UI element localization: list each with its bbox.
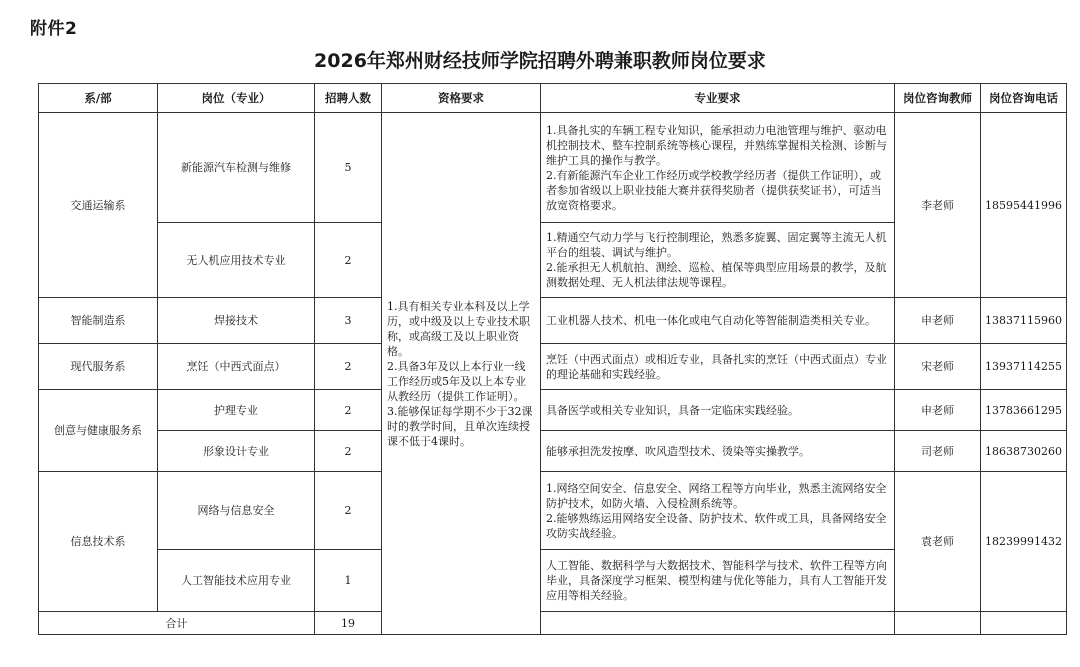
total-row bbox=[39, 612, 1067, 635]
requirement-cell bbox=[541, 431, 895, 472]
requirement-cell bbox=[541, 550, 895, 612]
teacher-cell: 申老师 bbox=[895, 298, 981, 344]
total-empty-phone bbox=[981, 612, 1067, 635]
qualification-text: 1.具有相关专业本科及以上学历，或中级及以上专业技术职称，或高级工及以上职业资格。 2.具备3年及以上本行业一线工作经历或5年及以上本专业从教经历（提供工作证明）。 3.能够保证每学期不少于32课时的教学时间，且单次连续授课不低于4课时。 bbox=[387, 299, 533, 448]
requirement-text: 烹饪（中西式面点）或相近专业，具备扎实的烹饪（中西式面点）专业的理论基础和实践经验。 bbox=[546, 352, 887, 381]
total-count: 19 bbox=[315, 612, 382, 635]
requirement-cell bbox=[541, 344, 895, 390]
requirement-text: 具备医学或相关专业知识，具备一定临床实践经验。 bbox=[546, 403, 799, 417]
position-cell: 护理专业 bbox=[158, 390, 315, 431]
teacher-cell: 宋老师 bbox=[895, 344, 981, 390]
position-cell: 新能源汽车检测与维修 bbox=[158, 113, 315, 223]
count-cell: 5 bbox=[315, 113, 382, 223]
requirement-text: 人工智能、数据科学与大数据技术、智能科学与技术、软件工程等方向毕业，具备深度学习框架、模型构建与优化等能力，具有人工智能开发应用等相关经验。 bbox=[546, 559, 887, 602]
count-cell: 3 bbox=[315, 298, 382, 344]
header-position: 岗位（专业） bbox=[158, 84, 315, 113]
requirement-cell bbox=[541, 390, 895, 431]
attachment-label: 附件2 bbox=[30, 19, 78, 39]
count-cell: 1 bbox=[315, 550, 382, 612]
header-requirement: 专业要求 bbox=[541, 84, 895, 113]
dept-cell: 交通运输系 bbox=[39, 113, 158, 298]
position-cell: 形象设计专业 bbox=[158, 431, 315, 472]
total-label: 合计 bbox=[39, 612, 315, 635]
table-row bbox=[39, 472, 1067, 550]
teacher-cell: 申老师 bbox=[895, 390, 981, 431]
count-cell: 2 bbox=[315, 431, 382, 472]
phone-cell: 13783661295 bbox=[981, 390, 1067, 431]
requirement-cell bbox=[541, 298, 895, 344]
dept-cell: 现代服务系 bbox=[39, 344, 158, 390]
dept-cell: 创意与健康服务系 bbox=[39, 390, 158, 472]
requirement-text: 1.具备扎实的车辆工程专业知识，能承担动力电池管理与维护、驱动电机控制技术、整车控制系统等核心课程，并熟练掌握相关检测、诊断与维护工具的操作与教学。 2.有新能源汽车企业工作经历或学校教学经历者（提供工作证明），或者参加省级以上职业技能大赛并获得奖励者（提供获奖证书），可适当放宽资格要求。 bbox=[546, 123, 887, 212]
phone-cell: 18638730260 bbox=[981, 431, 1067, 472]
position-requirements-table bbox=[38, 83, 1067, 635]
requirement-cell bbox=[541, 472, 895, 550]
requirement-cell bbox=[541, 113, 895, 223]
table-row bbox=[39, 344, 1067, 390]
requirement-cell bbox=[541, 223, 895, 298]
position-cell: 人工智能技术应用专业 bbox=[158, 550, 315, 612]
table-row bbox=[39, 390, 1067, 431]
header-qualification: 资格要求 bbox=[382, 84, 541, 113]
count-cell: 2 bbox=[315, 390, 382, 431]
table-row bbox=[39, 298, 1067, 344]
header-teacher: 岗位咨询教师 bbox=[895, 84, 981, 113]
header-dept: 系/部 bbox=[39, 84, 158, 113]
phone-cell: 13837115960 bbox=[981, 298, 1067, 344]
qualification-cell bbox=[382, 113, 541, 635]
teacher-cell: 司老师 bbox=[895, 431, 981, 472]
requirement-text: 1.网络空间安全、信息安全、网络工程等方向毕业，熟悉主流网络安全防护技术，如防火墙、入侵检测系统等。 2.能够熟练运用网络安全设备、防护技术、软件或工具，具备网络安全攻防实战经验。 bbox=[546, 481, 887, 540]
table-header-row bbox=[39, 84, 1067, 113]
teacher-cell: 李老师 bbox=[895, 113, 981, 298]
requirement-text: 工业机器人技术、机电一体化或电气自动化等智能制造类相关专业。 bbox=[546, 314, 876, 327]
count-cell: 2 bbox=[315, 223, 382, 298]
table-row bbox=[39, 113, 1067, 223]
requirement-text: 1.精通空气动力学与飞行控制理论，熟悉多旋翼、固定翼等主流无人机平台的组装、调试与维护。 2.能承担无人机航拍、测绘、巡检、植保等典型应用场景的教学，及航测数据处理、无人机法律法规等课程。 bbox=[546, 231, 887, 289]
phone-cell: 18595441996 bbox=[981, 113, 1067, 298]
teacher-cell: 袁老师 bbox=[895, 472, 981, 612]
count-cell: 2 bbox=[315, 472, 382, 550]
page-title: 2026年郑州财经技师学院招聘外聘兼职教师岗位要求 bbox=[314, 50, 766, 72]
header-phone: 岗位咨询电话 bbox=[981, 84, 1067, 113]
phone-cell: 18239991432 bbox=[981, 472, 1067, 612]
phone-cell: 13937114255 bbox=[981, 344, 1067, 390]
position-cell: 无人机应用技术专业 bbox=[158, 223, 315, 298]
position-cell: 焊接技术 bbox=[158, 298, 315, 344]
position-cell: 烹饪（中西式面点） bbox=[158, 344, 315, 390]
total-empty-requirement bbox=[541, 612, 895, 635]
table-row bbox=[39, 431, 1067, 472]
dept-cell: 智能制造系 bbox=[39, 298, 158, 344]
requirement-text: 能够承担洗发按摩、吹风造型技术、烫染等实操教学。 bbox=[546, 444, 810, 458]
total-empty-teacher bbox=[895, 612, 981, 635]
header-count: 招聘人数 bbox=[315, 84, 382, 113]
count-cell: 2 bbox=[315, 344, 382, 390]
dept-cell: 信息技术系 bbox=[39, 472, 158, 612]
position-cell: 网络与信息安全 bbox=[158, 472, 315, 550]
